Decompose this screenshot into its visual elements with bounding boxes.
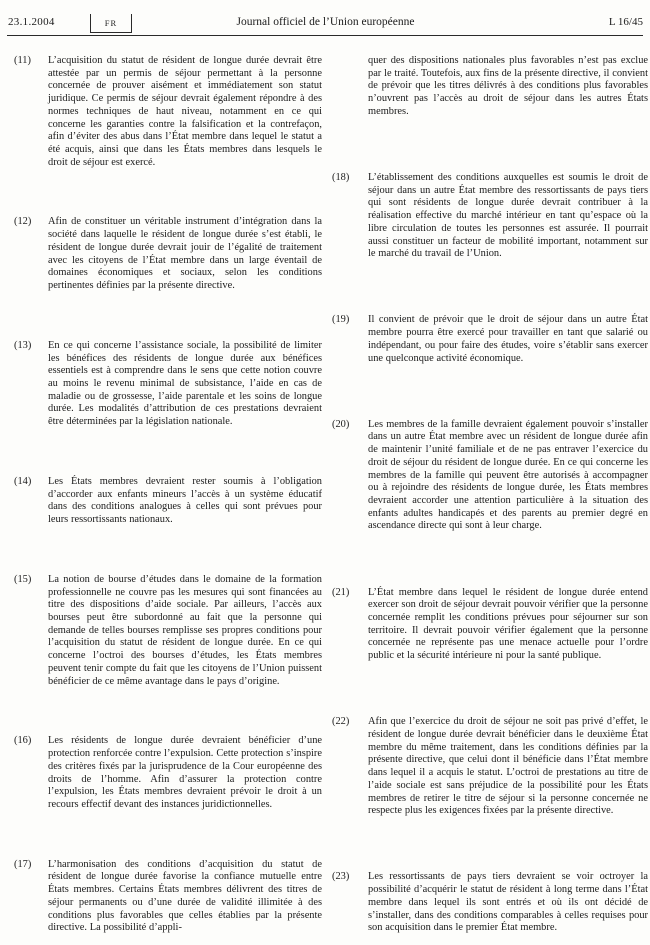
recital-number: (18): [332, 172, 350, 184]
recital-number: (17): [14, 858, 32, 870]
recital-19: [332, 314, 648, 365]
recital-number: (16): [14, 735, 32, 747]
recital-16: [14, 735, 322, 811]
recital-22: [332, 716, 648, 818]
language-code: FR: [104, 18, 118, 28]
recital-23: [332, 871, 648, 935]
header-rule: [7, 35, 643, 36]
recital-text: En ce qui concerne l’assistance sociale, la possibilité de limiter les bénéfices des résidents de longue durée aux bénéfices essentiels est à comprendre dans le sens que cette notion couvre au moins le revenu minimal de subsistance, l’aide en cas de maladie ou de grossesse, l’aide parentale et les soins de longue durée. Les modalités d’attribution de ces prestations devraient être déterminées par la législation nationale.: [48, 339, 322, 428]
header-title: Journal officiel de l’Union européenne: [236, 16, 415, 28]
recital-number: (22): [332, 716, 350, 728]
header-date: 23.1.2004: [8, 16, 55, 28]
recital-number: (21): [332, 586, 350, 598]
language-code-box: [90, 14, 132, 33]
recital-number: (14): [14, 475, 32, 487]
left-column: [14, 55, 322, 935]
recital-text: Les ressortissants de pays tiers devraient se voir octroyer la possibilité d’acquérir le statut de résident à long terme dans l’État membre dans lequel ils sont entrés et où ils ont décidé de s’installer, dans des conditions comparables à celles requises pour son acquisition dans le premier État membre.: [368, 871, 648, 934]
recital-17-continued: [332, 55, 648, 119]
recital-text: Afin de constituer un véritable instrument d’intégration dans la société dans laquelle le résident de longue durée s’est établi, le résident de longue durée devrait jouir de l’égalité de traitement avec les citoyens de l’État membre dans un large éventail de domaines économiques et sociaux, selon les conditions pertinentes définies par la présente directive.: [48, 216, 322, 291]
recital-text: La notion de bourse d’études dans le domaine de la formation professionnelle ne couvre pas les mesures qui sont financées au titre des dispositions d’aide sociale. Par ailleurs, l’accès aux bourses peut être subordonné au fait que la personne qui demande de telles bourses remplisse ses propres conditions pour l’acquisition du statut de résident de longue durée. En ce qui concerne l’octroi des bourses d’études, les États membres peuvent tenir compte du fait que les citoyens de l’Union puissent bénéficier de ce même avantage dans le pays d’origine.: [48, 573, 322, 687]
recital-number: (20): [332, 418, 350, 430]
recital-number: (13): [14, 339, 32, 351]
recital-14: [14, 476, 322, 527]
recital-text: L’acquisition du statut de résident de longue durée devrait être attestée par un permis de séjour permettant à la personne concernée de prouver aisément et immédiatement son statut juridique. Ce permis de séjour devrait également répondre à des normes techniques de haut niveau, notamment en ce qui concerne les garanties contre la falsification et la contrefaçon, afin d’éviter des abus dans l’État membre dans lequel le statut a été acquis, ainsi que dans les États membres dans lesquels le droit de séjour est exercé.: [48, 55, 322, 168]
page-header: [8, 14, 643, 34]
recital-13: [14, 340, 322, 429]
recital-text: Les résidents de longue durée devraient bénéficier d’une protection renforcée contre l’expulsion. Cette protection s’inspire des critères fixés par la jurisprudence de la Cour européenne des droits de l’homme. Afin d’assurer la protection contre l’expulsion, les États membres devraient prévoir le droit à un recours effectif devant des instances juridictionnelles.: [48, 735, 322, 810]
recital-15: [14, 574, 322, 688]
header-page-ref: L 16/45: [608, 16, 643, 28]
recital-number: (12): [14, 216, 32, 228]
recital-number: (19): [332, 314, 350, 326]
recital-number: (15): [14, 573, 32, 585]
recital-text: Afin que l’exercice du droit de séjour ne soit pas privé d’effet, le résident de longue durée devrait bénéficier dans le deuxième État membre du même traitement, dans les conditions définies par la présente directive, que celui dont il bénéficie dans l’État membre dans lequel il a acquis le statut. L’octroi de prestations au titre de l’aide sociale est sans préjudice de la possibilité pour les États membres de retirer le titre de séjour si la personne concernée ne respecte plus les exigences fixées par la présente directive.: [368, 716, 648, 817]
recital-17: [14, 859, 322, 935]
recital-text: L’État membre dans lequel le résident de longue durée entend exercer son droit de séjour devrait pouvoir vérifier que la personne concernée remplit les conditions prévues pour séjourner sur son territoire. Il devrait pouvoir vérifier également que la personne concernée ne représente pas une menace actuelle pour l’ordre public et la sécurité intérieure ni pour la santé publique.: [368, 586, 648, 662]
recital-11: [14, 55, 322, 169]
right-column: [332, 55, 648, 935]
recital-18: [332, 172, 648, 261]
recital-text: L’établissement des conditions auxquelles est soumis le droit de séjour dans un autre État membre des ressortissants de pays tiers qui sont résidents de longue durée devrait contribuer à la réalisation effective du marché intérieur en tant qu’espace où la libre circulation de toutes les personnes est assurée. Il pourrait aussi constituer un facteur de mobilité important, notamment sur le marché du travail de l’Union.: [368, 172, 648, 260]
recital-20: [332, 419, 648, 533]
recital-21: [332, 587, 648, 663]
recital-text: Les membres de la famille devraient également pouvoir s’installer dans un autre État membre avec un résident de longue durée afin de maintenir l’unité familiale et de ne pas entraver l’exercice du droit de séjour du résident de longue durée. En ce qui concerne les membres de la famille qui peuvent être autorisés à accompagner ou à rejoindre des résidents de longue durée, les États membres devraient accorder une attention particulière à la situation des enfants adultes handicapés et des parents au premier degré en ascendance directe qui sont à leur charge.: [368, 418, 648, 532]
recital-text: L’harmonisation des conditions d’acquisition du statut de résident de longue durée favorise la confiance mutuelle entre États membres. Certains États membres délivrent des titres de séjour permanents ou d’une durée de validité illimitée à des conditions plus favorables que celles établies par la présente directive. La possibilité d’appli-: [48, 858, 322, 934]
recital-number: (23): [332, 871, 350, 883]
recital-12: [14, 216, 322, 292]
recital-text: Les États membres devraient rester soumis à l’obligation d’accorder aux enfants mineurs l’accès à un système éducatif dans des conditions analogues à celles qui sont prévues pour leurs ressortissants nationaux.: [48, 475, 322, 526]
recital-text: quer des dispositions nationales plus favorables n’est pas exclue par le traité. Toutefois, aux fins de la présente directive, il convient de prévoir que les titres délivrés à des conditions plus favorables n’ouvrent pas l’accès au droit de séjour dans les autres États membres.: [368, 55, 648, 117]
recital-number: (11): [14, 55, 31, 66]
recital-text: Il convient de prévoir que le droit de séjour dans un autre État membre pourra être exercé pour travailler en tant que salarié ou indépendant, ou pour faire des études, voire s’établir sans exercer une quelconque activité économique.: [368, 314, 648, 364]
